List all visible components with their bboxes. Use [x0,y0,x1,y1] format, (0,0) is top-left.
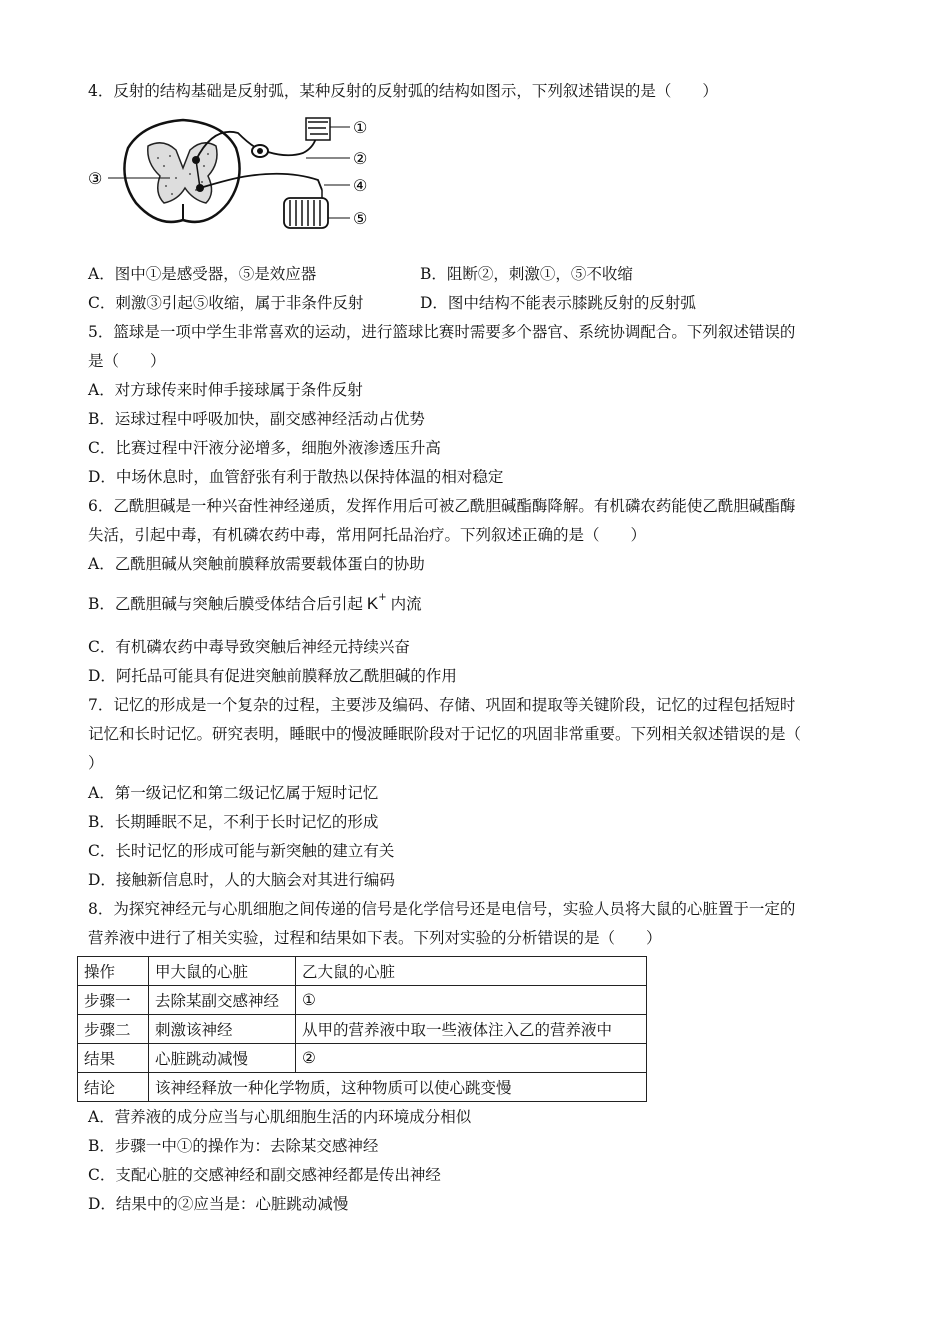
q7-stem-line3: ） [88,754,104,772]
table-cell: 结论 [78,1073,149,1102]
q5-stem-line2: 是（ ） [88,352,166,370]
label-5: ⑤ [353,209,368,228]
table-cell: 去除某副交感神经 [149,986,296,1015]
table-row [78,1073,647,1102]
table-cell: 操作 [78,957,149,986]
potassium-charge: + [378,592,387,603]
q4-option-b: B．阻断②，刺激①，⑤不收缩 [420,265,633,283]
table-cell: 步骤一 [78,986,149,1015]
potassium-symbol: K [366,594,379,613]
table-cell: 从甲的营养液中取一些液体注入乙的营养液中 [296,1015,647,1044]
q7-option-d: D．接触新信息时，人的大脑会对其进行编码 [88,871,395,889]
effector-muscle [284,198,328,228]
q8-option-b: B．步骤一中①的操作为：去除某交感神经 [88,1137,379,1155]
table-cell: 心脏跳动减慢 [149,1044,296,1073]
q8-stem-line2: 营养液中进行了相关实验，过程和结果如下表。下列对实验的分析错误的是（ ） [88,929,662,947]
q6-option-b-text: B．乙酰胆碱与突触后膜受体结合后引起 [88,595,363,613]
table-cell: 甲大鼠的心脏 [149,957,296,986]
label-2: ② [353,149,368,168]
q6-option-b [88,588,422,614]
experiment-table [77,956,647,1102]
q6-option-d: D．阿托品可能具有促进突触前膜释放乙酰胆碱的作用 [88,667,457,685]
q7-stem-line2: 记忆和长时记忆。研究表明，睡眠中的慢波睡眠阶段对于记忆的巩固非常重要。下列相关叙述错误的是（ [88,725,802,743]
table-cell: 刺激该神经 [149,1015,296,1044]
q7-option-c: C．长时记忆的形成可能与新突触的建立有关 [88,842,395,860]
q4-option-d: D．图中结构不能表示膝跳反射的反射弧 [420,294,696,312]
reflex-arc-diagram [88,108,388,238]
q5-option-b: B．运球过程中呼吸加快，副交感神经活动占优势 [88,410,425,428]
table-cell: 乙大鼠的心脏 [296,957,647,986]
q5-option-c: C．比赛过程中汗液分泌增多，细胞外液渗透压升高 [88,439,441,457]
q6-option-b-suffix: 内流 [390,595,422,613]
table-cell: ① [296,986,647,1015]
q4-option-a: A．图中①是感受器，⑤是效应器 [88,265,317,283]
table-cell: 结果 [78,1044,149,1073]
q6-option-a: A．乙酰胆碱从突触前膜释放需要载体蛋白的协助 [88,555,425,573]
q5-option-a: A．对方球传来时伸手接球属于条件反射 [88,381,363,399]
table-cell: 步骤二 [78,1015,149,1044]
label-1: ① [353,118,368,137]
label-4: ④ [353,176,368,195]
q8-option-d: D．结果中的②应当是：心脏跳动减慢 [88,1195,349,1213]
q8-option-c: C．支配心脏的交感神经和副交感神经都是传出神经 [88,1166,441,1184]
q7-option-b: B．长期睡眠不足，不利于长时记忆的形成 [88,813,379,831]
table-row [78,986,647,1015]
q8-option-a: A．营养液的成分应当与心肌细胞生活的内环境成分相似 [88,1108,472,1126]
q6-stem-line1: 6．乙酰胆碱是一种兴奋性神经递质，发挥作用后可被乙酰胆碱酯酶降解。有机磷农药能使乙酰胆碱酯酶 [88,497,796,515]
q5-stem-line1: 5．篮球是一项中学生非常喜欢的运动，进行篮球比赛时需要多个器官、系统协调配合。下列叙述错误的 [88,323,796,341]
q7-option-a: A．第一级记忆和第二级记忆属于短时记忆 [88,784,379,802]
q6-option-c: C．有机磷农药中毒导致突触后神经元持续兴奋 [88,638,410,656]
table-row [78,1044,647,1073]
q4-option-c: C．刺激③引起⑤收缩，属于非条件反射 [88,294,364,312]
table-row [78,1015,647,1044]
q8-stem-line1: 8．为探究神经元与心肌细胞之间传递的信号是化学信号还是电信号，实验人员将大鼠的心脏置于一定的 [88,900,796,918]
q6-stem-line2: 失活，引起中毒，有机磷农药中毒，常用阿托品治疗。下列叙述正确的是（ ） [88,526,647,544]
q4-stem: 4．反射的结构基础是反射弧，某种反射的反射弧的结构如图示，下列叙述错误的是（ ） [88,82,718,100]
table-cell: 该神经释放一种化学物质，这种物质可以使心跳变慢 [149,1073,647,1102]
gray-matter [148,143,217,203]
q7-stem-line1: 7．记忆的形成是一个复杂的过程，主要涉及编码、存储、巩固和提取等关键阶段，记忆的过程包括短时 [88,696,796,714]
table-cell: ② [296,1044,647,1073]
table-header-row [78,957,647,986]
label-3: ③ [88,169,103,188]
q5-option-d: D．中场休息时，血管舒张有利于散热以保持体温的相对稳定 [88,468,504,486]
